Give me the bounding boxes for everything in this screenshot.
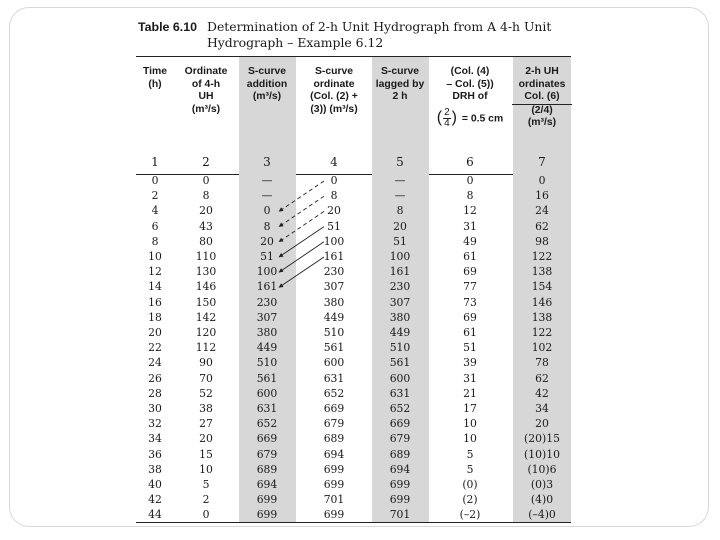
- table-cell: 230: [389, 280, 411, 294]
- header-line: (Col. (2) +: [310, 91, 358, 103]
- header-line: (m³/s): [527, 117, 557, 129]
- table-cell: 689: [323, 432, 345, 446]
- table-cell: 689: [256, 462, 278, 476]
- table-cell: 10: [463, 432, 477, 446]
- table-cell: 122: [531, 250, 553, 263]
- table-cell: 699: [323, 478, 345, 491]
- table-cell: 2: [202, 493, 210, 507]
- table-cell: 161: [389, 265, 411, 279]
- header-line: (Col. (4): [450, 66, 490, 77]
- table-cell: —: [394, 189, 406, 203]
- header-line: – Col. (5)): [446, 78, 494, 90]
- column-number: 2: [202, 155, 210, 169]
- table-cell: 39: [463, 356, 477, 370]
- table-cell: 694: [323, 447, 345, 461]
- table-cell: 307: [256, 310, 278, 324]
- table-cell: 146: [195, 280, 217, 294]
- header-line: (3)) (m³/s): [310, 103, 358, 115]
- table-cell: 18: [148, 310, 162, 324]
- table-cell: 112: [195, 341, 217, 355]
- table-cell: 122: [531, 326, 553, 339]
- table-cell: 20: [199, 432, 213, 446]
- table-cell: 150: [195, 295, 217, 309]
- table-cell: 90: [199, 356, 213, 370]
- lag-arrow: [279, 196, 324, 226]
- header-line: 2-h UH: [525, 66, 559, 77]
- table-cell: 69: [463, 265, 477, 279]
- table-cell: 669: [389, 417, 411, 431]
- table-cell: 699: [323, 508, 345, 522]
- table-cell: 62: [535, 219, 549, 233]
- table-cell: 561: [256, 371, 278, 385]
- table-cell: 5: [202, 478, 210, 491]
- lag-arrow: [279, 257, 324, 287]
- table-cell: 699: [256, 493, 278, 507]
- table-cell: 600: [323, 356, 345, 370]
- header-line: (m³/s): [191, 103, 221, 115]
- table-cell: 51: [260, 250, 274, 263]
- table-cell: 307: [389, 295, 411, 309]
- table-cell: 15: [199, 447, 213, 461]
- table-cell: 449: [323, 310, 345, 324]
- table-cell: 230: [256, 295, 278, 309]
- table-cell: 102: [531, 341, 553, 355]
- drh-factor-num: 2: [444, 106, 450, 118]
- table-cell: 21: [463, 386, 477, 400]
- table-cell: 49: [463, 234, 477, 248]
- table-cell: 380: [256, 326, 278, 339]
- table-cell: 699: [389, 478, 411, 491]
- table-cell: 61: [463, 326, 477, 339]
- table-cell: 78: [535, 356, 549, 370]
- table-cell: 0: [202, 174, 210, 187]
- header-line: S-curve: [314, 66, 354, 77]
- table-cell: 561: [389, 356, 411, 370]
- column-number: 1: [151, 155, 159, 169]
- table-cell: 51: [327, 219, 341, 233]
- table-cell: (2): [462, 493, 478, 507]
- table-cell: 34: [535, 402, 549, 415]
- lag-arrow: [279, 181, 324, 211]
- header-line: 2 h: [392, 91, 408, 103]
- table-cell: 600: [256, 386, 278, 400]
- table-cell: 0: [466, 174, 474, 187]
- table-cell: 30: [148, 402, 162, 415]
- table-cell: 20: [199, 204, 213, 218]
- table-cell: 0: [263, 204, 271, 218]
- table-cell: 42: [535, 386, 549, 400]
- table-cell: 10: [199, 462, 213, 476]
- table-cell: (–4)0: [528, 508, 556, 522]
- header-line: (m³/s): [252, 91, 282, 103]
- lag-arrow: [279, 242, 324, 272]
- table-cell: —: [261, 189, 273, 203]
- lag-arrow: [279, 227, 324, 257]
- table-cell: 61: [463, 250, 477, 263]
- drh-factor: ( $\frac{2}{4}$ ) = 0.5 cm: [436, 106, 504, 129]
- table-cell: 27: [199, 417, 213, 431]
- table-cell: 80: [199, 234, 213, 248]
- table-cell: 8: [151, 234, 159, 248]
- table-cell: 307: [323, 280, 345, 294]
- table-cell: 24: [535, 204, 549, 218]
- header-line: ordinate: [313, 78, 355, 90]
- table-cell: 138: [531, 310, 553, 324]
- table-cell: 652: [323, 386, 345, 400]
- table-cell: 8: [330, 189, 338, 203]
- table-cell: 100: [256, 265, 278, 279]
- header-line: lagged by: [375, 78, 425, 90]
- table-cell: —: [261, 174, 273, 187]
- table-label: Table 6.10: [138, 20, 198, 34]
- table-cell: 0: [538, 174, 546, 187]
- table-cell: 510: [389, 341, 411, 355]
- table-cell: (–2): [459, 508, 481, 522]
- table-cell: 100: [323, 234, 345, 248]
- header-line: of 4-h: [191, 78, 221, 90]
- table-cell: 34: [148, 432, 162, 446]
- table-cell: 689: [389, 447, 411, 461]
- table-cell: —: [394, 174, 406, 187]
- table-cell: 31: [463, 371, 477, 385]
- column-number: 4: [330, 155, 338, 169]
- header-line: DRH of: [452, 91, 488, 103]
- table-cell: 31: [463, 219, 477, 233]
- table-cell: 26: [148, 371, 162, 385]
- table-cell: 17: [463, 402, 477, 415]
- table-cell: (0)3: [530, 478, 554, 491]
- table-cell: 12: [148, 265, 162, 279]
- table-cell: 16: [535, 189, 549, 203]
- drh-factor-text: = 0.5 cm: [459, 113, 504, 125]
- header-line: Time: [142, 66, 168, 77]
- table-cell: 652: [389, 402, 411, 415]
- table-cell: 20: [260, 234, 274, 248]
- table-cell: 701: [323, 493, 345, 507]
- table-cell: 154: [531, 280, 553, 294]
- table-cell: 679: [323, 417, 345, 431]
- table-cell: 701: [389, 508, 411, 522]
- table-cell: 631: [256, 402, 278, 415]
- table-cell: 230: [323, 265, 345, 279]
- table-cell: 130: [195, 265, 217, 279]
- header-line: S-curve: [380, 66, 420, 77]
- table-cell: 20: [148, 326, 162, 339]
- table-cell: 14: [148, 280, 162, 294]
- table-cell: 69: [463, 310, 477, 324]
- header-line: (2/4): [531, 104, 553, 116]
- column-number: 5: [396, 155, 404, 169]
- table-cell: 28: [148, 386, 162, 400]
- table-cell: 142: [195, 310, 217, 324]
- table-cell: 561: [323, 341, 345, 355]
- table-cell: 699: [323, 462, 345, 476]
- table-cell: (4)0: [530, 493, 554, 507]
- table-cell: 510: [256, 356, 278, 370]
- table-cell: 16: [148, 295, 162, 309]
- table-cell: 0: [330, 174, 338, 187]
- header-line: (h): [148, 78, 162, 90]
- table-cell: 694: [389, 462, 411, 476]
- table-cell: (10)10: [524, 447, 560, 461]
- table-cell: 631: [389, 386, 411, 400]
- table-cell: 699: [256, 508, 278, 522]
- table-cell: (0): [462, 478, 478, 491]
- table-cell: (10)6: [527, 462, 557, 476]
- table-cell: 20: [327, 204, 341, 218]
- drh-factor-den: 4: [444, 117, 450, 129]
- header-line: ordinates: [518, 78, 566, 90]
- table-cell: 38: [199, 402, 213, 415]
- table-cell: 0: [202, 508, 210, 522]
- table-cell: 679: [256, 447, 278, 461]
- table-cell: 699: [389, 493, 411, 507]
- table-cell: 24: [148, 356, 162, 370]
- table-cell: 5: [466, 462, 474, 476]
- table-cell: 8: [202, 189, 210, 203]
- table-cell: 43: [199, 219, 213, 233]
- table-cell: 42: [148, 493, 162, 507]
- table-cell: 652: [256, 417, 278, 431]
- table-cell: 22: [148, 341, 162, 355]
- table-cell: 449: [256, 341, 278, 355]
- table-cell: 12: [463, 204, 477, 218]
- header-line: addition: [246, 78, 288, 90]
- table-cell: 51: [463, 341, 477, 355]
- table-cell: 120: [195, 326, 217, 339]
- table-cell: 5: [466, 447, 474, 461]
- table-cell: 77: [463, 280, 477, 294]
- column-number: 6: [466, 155, 474, 169]
- table-cell: 98: [535, 234, 549, 248]
- table-cell: 73: [463, 295, 477, 309]
- table-cell: 40: [148, 478, 162, 491]
- table-cell: 631: [323, 371, 345, 385]
- table-cell: 138: [531, 265, 553, 279]
- table-cell: 679: [389, 432, 411, 446]
- table-cell: 380: [389, 310, 411, 324]
- table-cell: 694: [256, 478, 278, 491]
- title-line-2: Hydrograph – Example 6.12: [207, 35, 384, 50]
- table-cell: 8: [466, 189, 474, 203]
- table-cell: 6: [151, 219, 159, 233]
- table-cell: 20: [535, 417, 549, 431]
- table-cell: 380: [323, 295, 345, 309]
- header-line: UH: [198, 91, 214, 103]
- table-cell: 100: [389, 250, 411, 263]
- table-cell: 161: [256, 280, 278, 294]
- table-cell: 146: [531, 295, 553, 309]
- table-cell: 161: [323, 250, 345, 263]
- table-cell: (20)15: [524, 432, 560, 446]
- column-number: 3: [263, 155, 271, 169]
- table-cell: 4: [151, 204, 159, 218]
- table-cell: 10: [148, 250, 162, 263]
- table-cell: 62: [535, 371, 549, 385]
- table-cell: 44: [148, 508, 162, 522]
- table-cell: 8: [263, 219, 271, 233]
- table-cell: 10: [463, 417, 477, 431]
- table-cell: 52: [199, 386, 213, 400]
- header-line: Col. (6): [512, 91, 572, 105]
- table-cell: 2: [151, 189, 159, 203]
- table-cell: 110: [195, 250, 217, 263]
- table-cell: 600: [389, 371, 411, 385]
- table-cell: 449: [389, 326, 411, 339]
- column-number: 7: [538, 155, 546, 169]
- table-cell: 36: [148, 447, 162, 461]
- header-line: Ordinate: [184, 66, 228, 77]
- table-cell: 669: [256, 432, 278, 446]
- table-cell: 8: [396, 204, 404, 218]
- header-line: S-curve: [247, 66, 287, 77]
- table-cell: 70: [199, 371, 213, 385]
- table-cell: 32: [148, 417, 162, 431]
- table-cell: 0: [151, 174, 159, 187]
- table-cell: 510: [323, 326, 345, 339]
- table-cell: 20: [393, 219, 407, 233]
- table-cell: 669: [323, 402, 345, 415]
- table-cell: 38: [148, 462, 162, 476]
- title-line-1: Determination of 2-h Unit Hydrograph from A 4-h Unit: [207, 19, 552, 34]
- lag-arrow: [279, 211, 324, 241]
- table-cell: 51: [393, 234, 407, 248]
